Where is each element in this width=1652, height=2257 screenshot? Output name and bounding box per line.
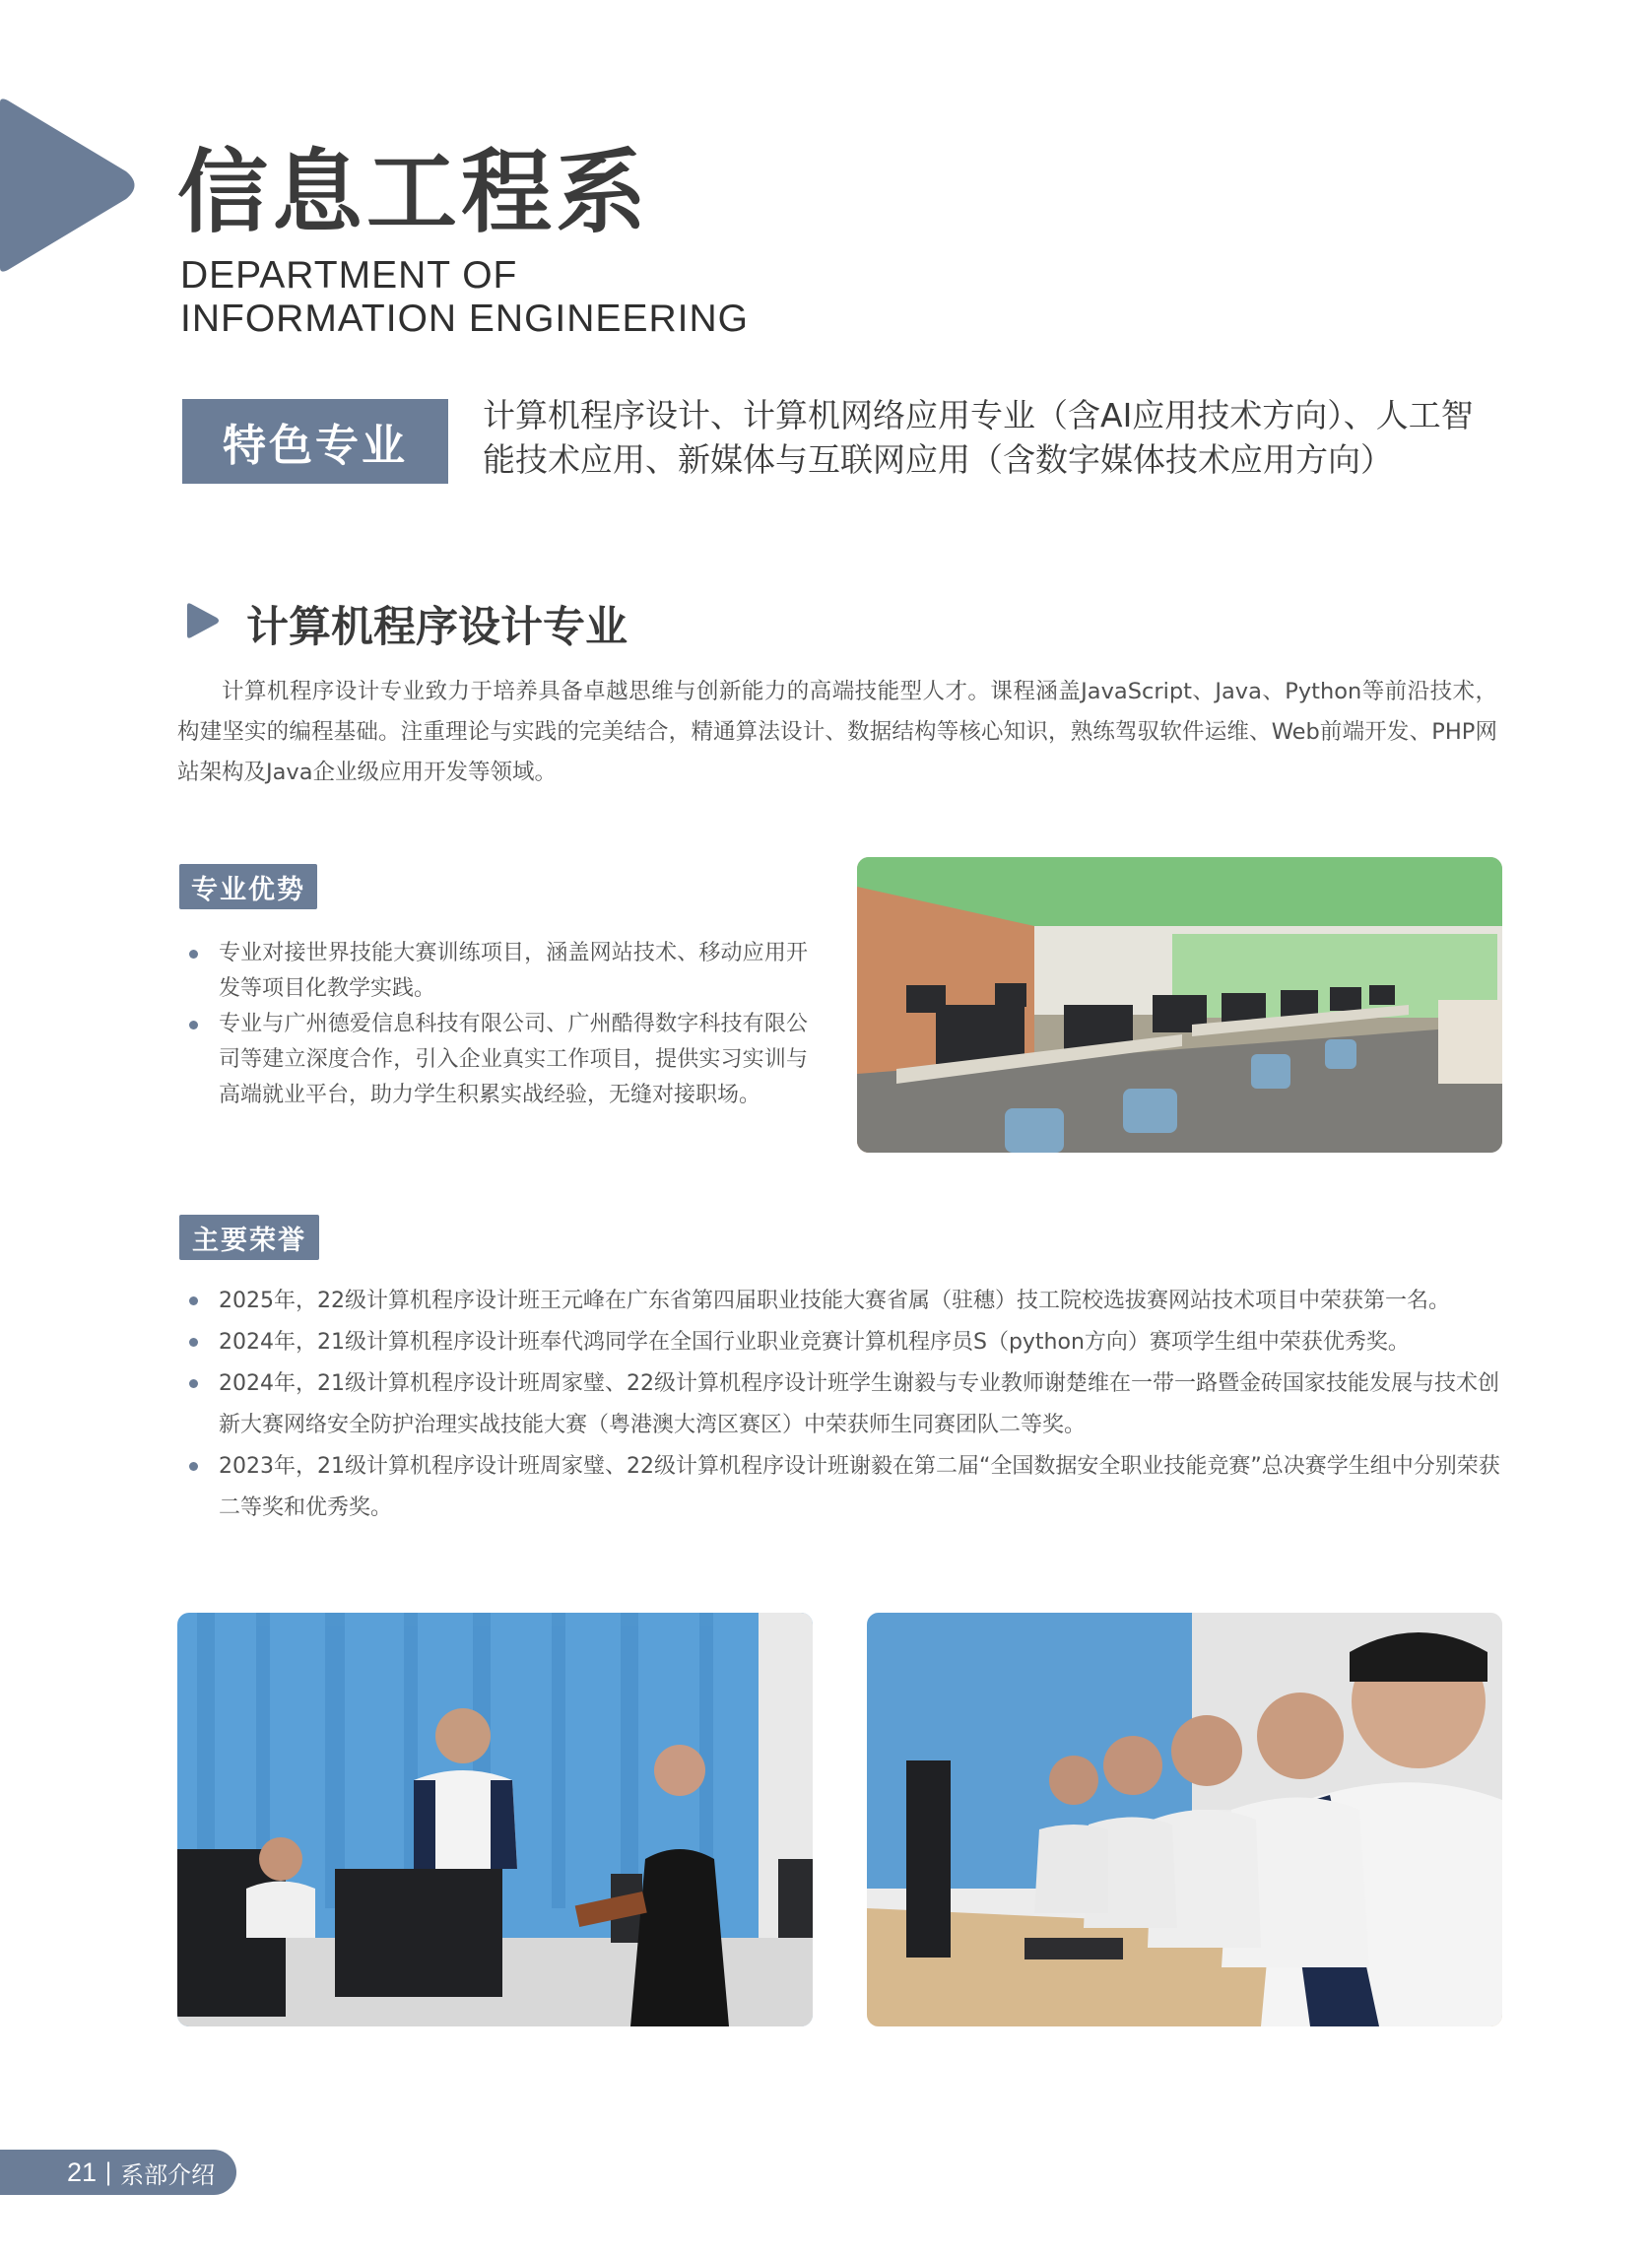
featured-majors-tag: 特色专业 [182,399,448,484]
section-title: 计算机程序设计专业 [246,603,628,652]
advantages-list [177,936,808,1113]
section-intro: 计算机程序设计专业致力于培养具备卓越思维与创新能力的高端技能型人才。课程涵盖JavaScript、Java、Python等前沿技术，构建坚实的编程基础。注重理论与实践的完美结合，精通算法设计、数据结构等核心知识，熟练驾驭软件运维、Web前端开发、PHP网站架构及Java企业级应用开发等领域。 [177,679,1497,785]
list-item: 2024年，21级计算机程序设计班周家璧、22级计算机程序设计班学生谢毅与专业教师谢楚维在一带一路暨金砖国家技能发展与技术创新大赛网络安全防护治理实战技能大赛（粤港澳大湾区赛区）中荣获师生同赛团队二等奖。 [177,1363,1502,1446]
section-arrow-icon [185,602,221,639]
corner-triangle-decoration [0,97,143,274]
list-item: 2024年，21级计算机程序设计班奉代鸿同学在全国行业职业竞赛计算机程序员S（python方向）赛项学生组中荣获优秀奖。 [177,1322,1502,1363]
honors-list [177,1281,1502,1529]
page-subtitle-en [180,254,749,341]
footer-page-label [0,2150,236,2195]
computer-lab-photo [857,857,1502,1153]
list-item: 专业对接世界技能大赛训练项目，涵盖网站技术、移动应用开发等项目化教学实践。 [177,936,808,1007]
footer-section-label: 系部介绍 [120,2160,216,2189]
page-number: 21 [67,2157,98,2187]
advantages-tag: 专业优势 [179,864,317,909]
featured-majors-text: 计算机程序设计、计算机网络应用专业（含AI应用技术方向）、人工智能技术应用、新媒体与互联网应用（含数字媒体技术应用方向） [483,396,1474,479]
classroom-teaching-photo [177,1613,813,2026]
subtitle-line-2: INFORMATION ENGINEERING [180,298,749,340]
page-title: 信息工程系 [177,140,651,245]
subtitle-line-1: DEPARTMENT OF [180,254,518,297]
list-item: 专业与广州德爱信息科技有限公司、广州酷得数字科技有限公司等建立深度合作，引入企业真实工作项目，提供实习实训与高端就业平台，助力学生积累实战经验，无缝对接职场。 [177,1007,808,1113]
list-item: 2025年，22级计算机程序设计班王元峰在广东省第四届职业技能大赛省属（驻穗）技工院校选拔赛网站技术项目中荣获第一名。 [177,1281,1502,1322]
students-typing-photo [867,1613,1502,2026]
honors-tag: 主要荣誉 [179,1215,319,1260]
footer-separator: | [104,2158,113,2186]
list-item: 2023年，21级计算机程序设计班周家璧、22级计算机程序设计班谢毅在第二届“全国数据安全职业技能竞赛”总决赛学生组中分别荣获二等奖和优秀奖。 [177,1446,1502,1529]
